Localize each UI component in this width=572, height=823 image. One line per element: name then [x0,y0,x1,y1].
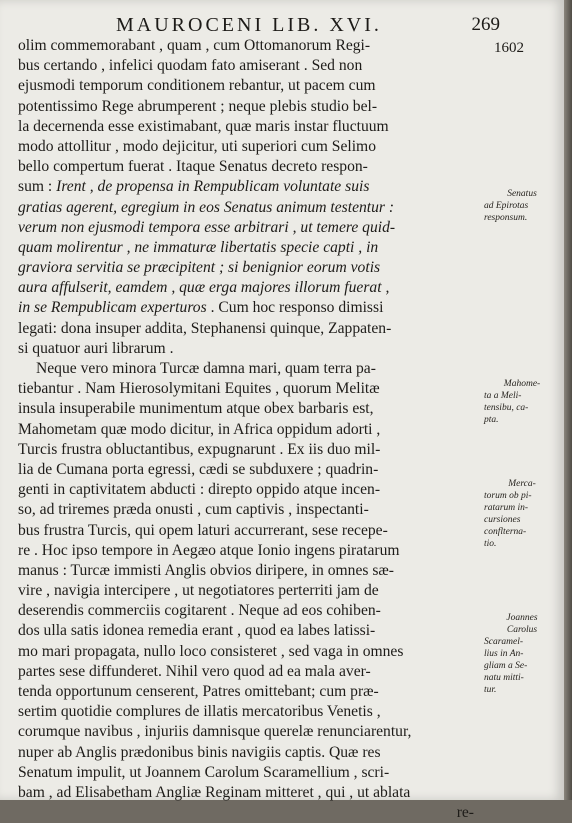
text-line: ejusmodi temporum conditionem rebantur, ut pacem cum [18,77,376,95]
text-line: olim commemorabant , quam , cum Ottomanorum Regi- [18,37,371,54]
margin-note-mahometa: Mahome- ta a Meli- tensibu, ca- pta. [484,379,541,425]
text-line: la decernenda esse existimabant, quæ maris instar fluctuum [18,117,389,135]
margin-note-senatus: Senatus ad Epirotas responsum. [484,189,537,223]
text-line: mo mari propagata, nullo loco consisteret , sed vaga in omnes [18,642,404,660]
text-line: manus : Turcæ immisti Anglis obvios diripere, in omnes sæ- [18,561,395,579]
margin-year: 1602 [494,40,524,56]
text-line: tiebantur . Nam Hierosolymitani Equites , quorum Melitæ [18,380,380,398]
text-line: si quatuor auri librarum . [18,339,174,357]
text-line: genti in captivitatem abducti : direpto oppido atque incen- [18,481,381,499]
text-line: sum : Irent , de propensa in Rempublicam voluntate suis [18,178,370,196]
text-line: insula insuperabile munimentum atque obex barbaris est, [18,400,374,418]
text-line: tenda opportunum censerent, Patres omittebant; cum præ- [18,683,379,700]
text-line: bus frustra Turcis, qui opem laturi accurrerant, sese recepe- [18,521,388,539]
page-number: 269 [471,14,500,35]
text-line: modo attollitur , modo dejicitur, uti superiori cum Selimo [18,137,376,155]
text-line: gratias agerent, egregium in eos Senatus animum testentur : [18,198,395,216]
margin-note-joannes: Joannes Carolus Scaramel- lius in An- gliam a Se- natu mitti- tur. [484,613,538,695]
text-line: bus certando , infelici quodam fato amiserant . Sed non [18,57,363,75]
text-line: Mahometam quæ modo dicitur, in Africa oppidum adorti , [18,420,381,438]
text-line: bello compertum fuerat . Itaque Senatus decreto respon- [18,158,368,176]
catchword: re- [456,804,474,822]
body-text [18,36,474,823]
text-line: nuper ab Anglis prædonibus binis navigiis captis. Quæ res [18,743,381,761]
text-line: verum non ejusmodi tempora esse arbitrari , ut temere quid- [18,218,396,236]
text-line: graviora servitia se præcipitent ; si benignior eorum votis [18,259,381,277]
text-line: potentissimo Rege abrumperent ; neque plebis studio bel- [18,97,378,115]
text-line: deserendis commerciis cogitarent . Neque ad eos cohiben- [18,602,381,620]
text-line: re . Hoc ipso tempore in Aegæo atque Ionio ingens piratarum [18,541,400,559]
text-line: vire , navigia intercipere , ut negotiatores perterriti jam de [18,582,379,600]
text-line: corumque navibus , injuriis damnisque querelæ renunciarentur, [18,723,412,741]
text-line: lia de Cumana porta egressi, cædi se subduxere ; quadrin- [18,460,379,478]
text-line: aura affulserit, eamdem , quæ erga majores illorum fuerat , [18,279,390,297]
running-title: MAUROCENI LIB. XVI. [116,14,382,36]
text-line: so, ad triremes præda onusti , cum captivis , inspectanti- [18,501,369,519]
text-line: dos ulla satis idonea remedia erant , quod ea labes latissi- [18,622,376,640]
text-line: sertim quotidie complures de illatis mercatoribus Venetis , [18,703,381,721]
text-line: bam , ad Elisabetham Angliæ Reginam mitteret , qui , ut ablata [18,783,411,801]
text-line: in se Rempublicam experturos . Cum hoc responso dimissi [18,299,384,317]
text-line: legati: dona insuper addita, Stephanensi quinque, Zappaten- [18,319,392,337]
text-line: Senatum impulit, ut Joannem Carolum Scaramellium , scri- [18,763,390,781]
page-edge-shadow [564,0,572,800]
text-line: partes sese diffunderet. Nihil vero quod ad ea mala aver- [18,662,371,680]
margin-note-mercatorum: Merca- torum ob pi- ratarum in- cursiones conflterna- tio. [484,479,536,549]
text-line: Turcis frustra obluctantibus, expugnarunt . Ex iis duo mil- [18,440,381,458]
text-line: quam molirentur , ne immaturæ libertatis specie capti , in [18,238,379,256]
text-line: Neque vero minora Turcæ damna mari, quam terra pa- [36,360,376,377]
